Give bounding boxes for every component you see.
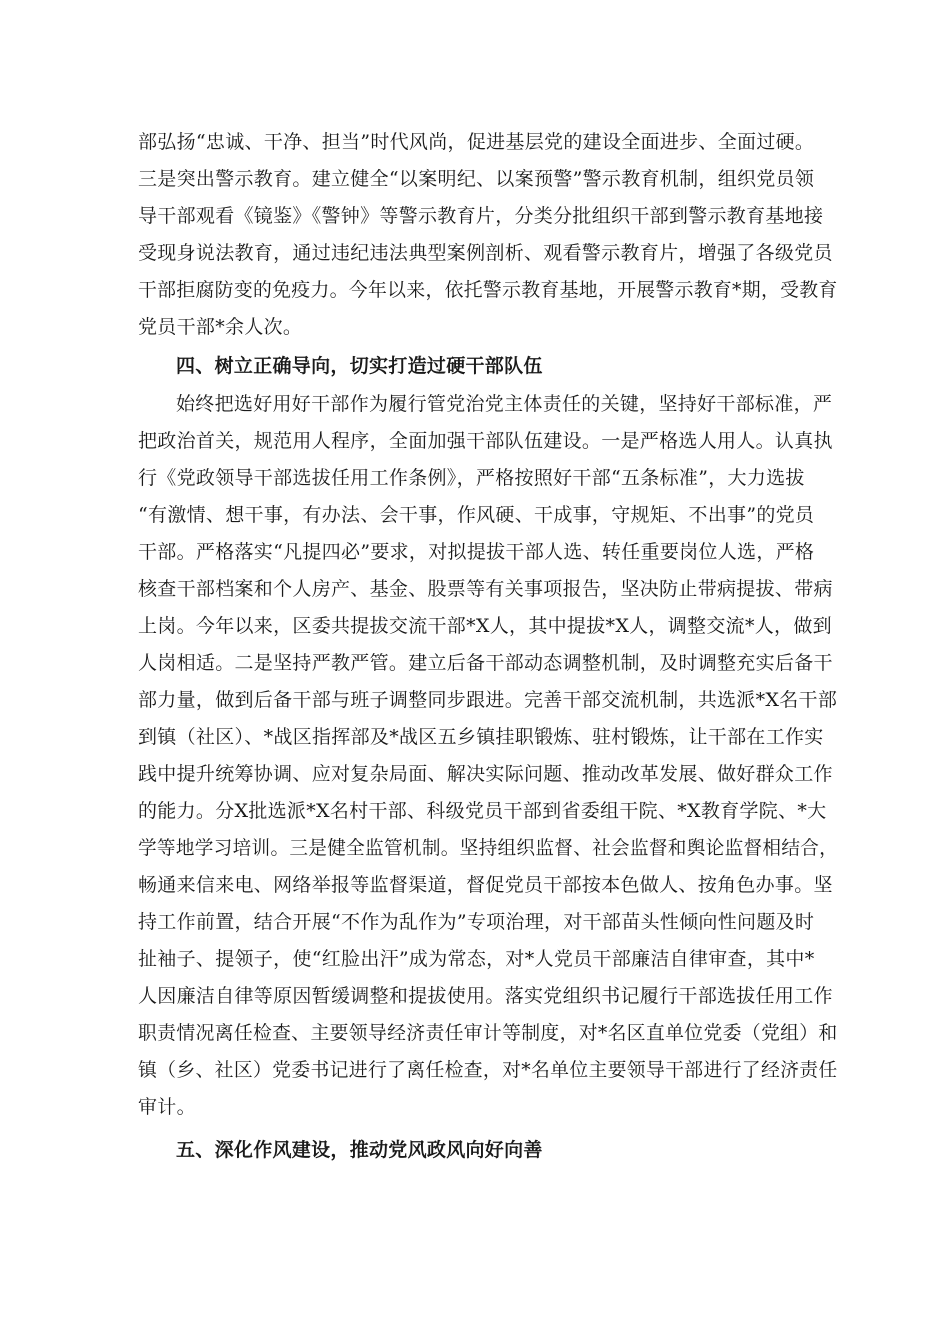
text-line: 党员干部*余人次。 (138, 316, 303, 338)
text-line: 受现身说法教育，通过违纪违法典型案例剖析、观看警示教育片，增强了各级党员 (138, 242, 833, 264)
section-heading: 五、深化作风建设，推动党风政风向好向善 (176, 1139, 543, 1161)
text-line: 人因廉洁自律等原因暂缓调整和提拔使用。落实党组织书记履行干部选拔任用工作 (138, 985, 833, 1007)
text-line: 导干部观看《镜鉴》《警钟》等警示教育片，分类分批组织干部到警示教育基地接 (138, 205, 824, 227)
text-line: “有激情、想干事，有办法、会干事，作风硬、干成事，守规矩、不出事”的党员 (138, 504, 815, 526)
text-line: 学等地学习培训。三是健全监管机制。坚持组织监督、社会监督和舆论监督相结合， (138, 837, 839, 859)
text-line: 三是突出警示教育。建立健全“以案明纪、以案预警”警示教育机制，组织党员领 (138, 168, 815, 190)
text-line: 始终把选好用好干部作为履行管党治党主体责任的关键，坚持好干部标准，严 (176, 393, 833, 415)
text-line: 扯袖子、提领子，使“红脸出汗”成为常态，对*人党员干部廉洁自律审查，其中* (138, 948, 815, 970)
text-line: 镇（乡、社区）党委书记进行了离任检查，对*名单位主要领导干部进行了经济责任 (138, 1059, 838, 1081)
text-line: 干部拒腐防变的免疫力。今年以来，依托警示教育基地，开展警示教育*期，受教育 (138, 279, 838, 301)
text-line: 践中提升统筹协调、应对复杂局面、解决实际问题、推动改革发展、做好群众工作 (138, 763, 833, 785)
text-line: 部力量，做到后备干部与班子调整同步跟进。完善干部交流机制，共选派*X名干部 (138, 689, 838, 711)
text-line: 审计。 (138, 1096, 196, 1118)
text-line: 人岗相适。二是坚持严教严管。建立后备干部动态调整机制，及时调整充实后备干 (138, 652, 833, 674)
text-line: 持工作前置，结合开展“不作为乱作为”专项治理，对干部苗头性倾向性问题及时 (138, 911, 815, 933)
section-heading: 四、树立正确导向，切实打造过硬干部队伍 (176, 355, 543, 377)
text-line: 行《党政领导干部选拔任用工作条例》，严格按照好干部“五条标准”，大力选拔 (138, 467, 805, 489)
text-line: 把政治首关，规范用人程序，全面加强干部队伍建设。一是严格选人用人。认真执 (138, 430, 833, 452)
text-line: 部弘扬“忠诚、干净、担当”时代风尚，促进基层党的建设全面进步、全面过硬。 (138, 131, 815, 153)
text-line: 到镇（社区）、*战区指挥部及*战区五乡镇挂职锻炼、驻村锻炼，让干部在工作实 (138, 726, 824, 748)
text-line: 上岗。今年以来，区委共提拔交流干部*X人，其中提拔*X人，调整交流*人，做到 (138, 615, 832, 637)
text-line: 核查干部档案和个人房产、基金、股票等有关事项报告，坚决防止带病提拔、带病 (138, 578, 833, 600)
text-line: 的能力。分X批选派*X名村干部、科级党员干部到省委组干院、*X教育学院、*大 (138, 800, 827, 822)
text-line: 职责情况离任检查、主要领导经济责任审计等制度，对*名区直单位党委（党组）和 (138, 1022, 838, 1044)
text-line: 干部。严格落实“凡提四必”要求，对拟提拔干部人选、转任重要岗位人选，严格 (138, 541, 815, 563)
text-line: 畅通来信来电、网络举报等监督渠道，督促党员干部按本色做人、按角色办事。坚 (138, 874, 833, 896)
